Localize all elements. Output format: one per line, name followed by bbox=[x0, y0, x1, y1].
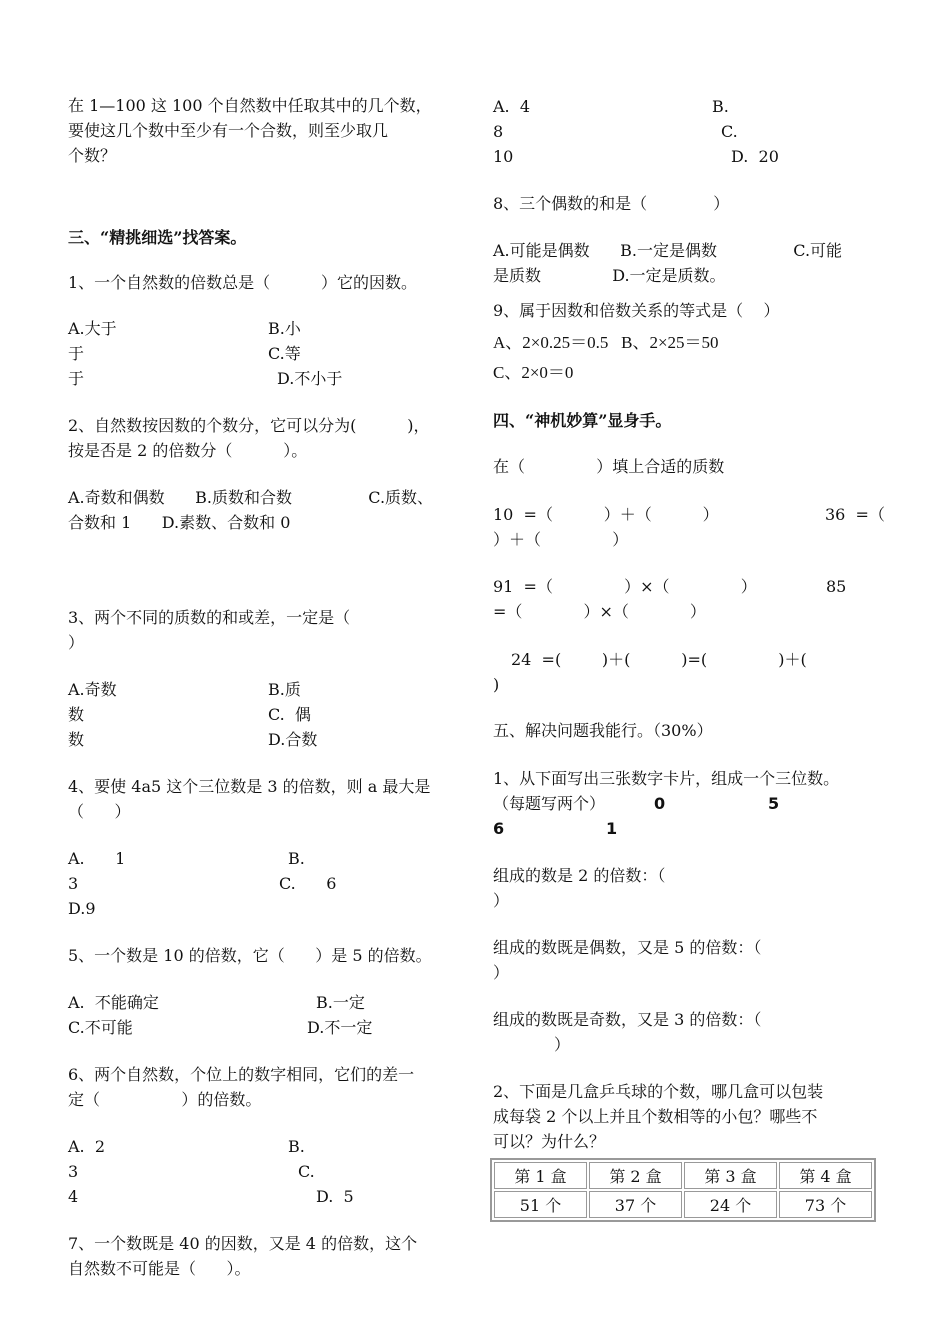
option-line: A.可能是偶数 B.一定是偶数 C.可能 bbox=[493, 241, 843, 260]
option: A. 不能确定 bbox=[68, 993, 159, 1012]
table-cell: 73 个 bbox=[779, 1191, 872, 1218]
option: B. bbox=[288, 1137, 305, 1156]
option-line: A.奇数和偶数 B.质数和合数 C.质数、 bbox=[68, 488, 434, 507]
option: A.大于 bbox=[68, 319, 117, 338]
table-row bbox=[494, 1191, 872, 1218]
question-stem: 8、三个偶数的和是（ ） bbox=[493, 194, 730, 213]
option: C. 6 bbox=[279, 874, 337, 893]
option: 数 bbox=[68, 730, 85, 749]
problem-note: （每题写两个） bbox=[493, 794, 606, 813]
section-4-title: 四、“神机妙算”显身手。 bbox=[493, 411, 672, 430]
digit-card: 1 bbox=[606, 819, 618, 838]
option: D.合数 bbox=[268, 730, 318, 749]
question-stem: 6、两个自然数，个位上的数字相同，它们的差一 bbox=[68, 1065, 415, 1084]
sub-question: 组成的数既是奇数，又是 3 的倍数：（ bbox=[493, 1010, 762, 1029]
question-stem: 9、属于因数和倍数关系的等式是（ ） bbox=[493, 301, 780, 320]
option: 于 bbox=[68, 344, 85, 363]
table-header: 第 1 盒 bbox=[494, 1162, 587, 1189]
option: D. 20 bbox=[731, 147, 779, 166]
section-4-instruction: 在（ ）填上合适的质数 bbox=[493, 457, 725, 476]
option: D.不一定 bbox=[307, 1018, 373, 1037]
equation: 24 =( )＋( )=( )＋( bbox=[511, 650, 807, 669]
option: B.小 bbox=[268, 319, 301, 338]
sub-question: ） bbox=[493, 963, 510, 982]
question-stem: ） bbox=[68, 633, 85, 652]
question-stem: 定（ ）的倍数。 bbox=[68, 1090, 262, 1109]
table-header: 第 4 盒 bbox=[779, 1162, 872, 1189]
problem-stem: 1、从下面写出三张数字卡片，组成一个三位数。 bbox=[493, 769, 840, 788]
problem-stem: 成每袋 2 个以上并且个数相等的小包？哪些不 bbox=[493, 1107, 818, 1126]
option: A. 2 bbox=[68, 1137, 105, 1156]
table-cell: 37 个 bbox=[589, 1191, 682, 1218]
equation: 91 =（ ）×（ ） bbox=[493, 577, 757, 596]
text-line: 要使这几个数中至少有一个合数，则至少取几 bbox=[68, 121, 389, 140]
question-stem: 7、一个数既是 40 的因数，又是 4 的倍数，这个 bbox=[68, 1234, 418, 1253]
option-line: 合数和 1 D.素数、合数和 0 bbox=[68, 513, 291, 532]
question-stem: 自然数不可能是（ ）。 bbox=[68, 1259, 251, 1278]
equation: ) bbox=[493, 675, 500, 694]
problem-stem: 2、下面是几盒乒乓球的个数，哪几盒可以包装 bbox=[493, 1082, 824, 1101]
option: D.不小于 bbox=[277, 369, 343, 388]
option: C.等 bbox=[268, 344, 301, 363]
question-stem: 5、一个数是 10 的倍数，它（ ）是 5 的倍数。 bbox=[68, 946, 432, 965]
equation: 85 bbox=[826, 577, 847, 596]
option: C. 偶 bbox=[268, 705, 311, 724]
table-header: 第 3 盒 bbox=[684, 1162, 777, 1189]
option: 3 bbox=[68, 874, 79, 893]
option: B. bbox=[288, 849, 305, 868]
question-stem: 1、一个自然数的倍数总是（ ）它的因数。 bbox=[68, 273, 418, 292]
section-5-title: 五、解决问题我能行。（30%） bbox=[493, 721, 713, 740]
option: 10 bbox=[493, 147, 514, 166]
option: 数 bbox=[68, 705, 85, 724]
question-stem: （ ） bbox=[68, 802, 131, 821]
equation: 10 =（ ）＋（ ） bbox=[493, 505, 719, 524]
question-stem: 3、两个不同的质数的和或差，一定是（ bbox=[68, 608, 351, 627]
question-stem: 4、要使 4a5 这个三位数是 3 的倍数，则 a 最大是 bbox=[68, 777, 431, 796]
option: B.一定 bbox=[316, 993, 365, 1012]
option: 8 bbox=[493, 122, 504, 141]
option: C.不可能 bbox=[68, 1018, 133, 1037]
ping-pong-box-table bbox=[490, 1158, 876, 1222]
option: 于 bbox=[68, 369, 85, 388]
table-cell: 24 个 bbox=[684, 1191, 777, 1218]
sub-question: 组成的数是 2 的倍数：（ bbox=[493, 866, 666, 885]
option: A. 4 bbox=[493, 97, 530, 116]
option: C. bbox=[721, 122, 738, 141]
digit-card: 5 bbox=[768, 794, 780, 813]
option: A.奇数 bbox=[68, 680, 117, 699]
option: 4 bbox=[68, 1187, 79, 1206]
option-line: 是质数 D.一定是质数。 bbox=[493, 266, 726, 285]
option: D. 5 bbox=[316, 1187, 354, 1206]
sub-question: ） bbox=[493, 891, 510, 910]
problem-stem: 可以？为什么？ bbox=[493, 1132, 606, 1151]
table-header-row bbox=[494, 1162, 872, 1189]
option: D.9 bbox=[68, 899, 96, 918]
option-line: C、2×0＝0 bbox=[493, 363, 574, 382]
text-line: 在 1—100 这 100 个自然数中任取其中的几个数， bbox=[68, 96, 432, 115]
sub-question: ） bbox=[493, 1035, 571, 1054]
table-header: 第 2 盒 bbox=[589, 1162, 682, 1189]
table-cell: 51 个 bbox=[494, 1191, 587, 1218]
text-line: 个数？ bbox=[68, 146, 117, 165]
option: 3 bbox=[68, 1162, 79, 1181]
question-stem: 按是否是 2 的倍数分（ ）。 bbox=[68, 441, 308, 460]
equation: =（ ）×（ ） bbox=[493, 602, 706, 621]
section-3-title: 三、“精挑细选”找答案。 bbox=[68, 228, 247, 247]
equation: ）＋（ ） bbox=[493, 530, 629, 549]
option: B. bbox=[712, 97, 729, 116]
option: B.质 bbox=[268, 680, 301, 699]
sub-question: 组成的数既是偶数，又是 5 的倍数：（ bbox=[493, 938, 762, 957]
question-stem: 2、自然数按因数的个数分，它可以分为( )， bbox=[68, 416, 430, 435]
digit-card: 0 bbox=[654, 794, 666, 813]
option: C. bbox=[298, 1162, 315, 1181]
option: A. 1 bbox=[68, 849, 126, 868]
digit-card: 6 bbox=[493, 819, 505, 838]
equation: 36 =（ bbox=[825, 505, 885, 524]
option-line: A、2×0.25＝0.5 B、2×25＝50 bbox=[493, 333, 719, 352]
